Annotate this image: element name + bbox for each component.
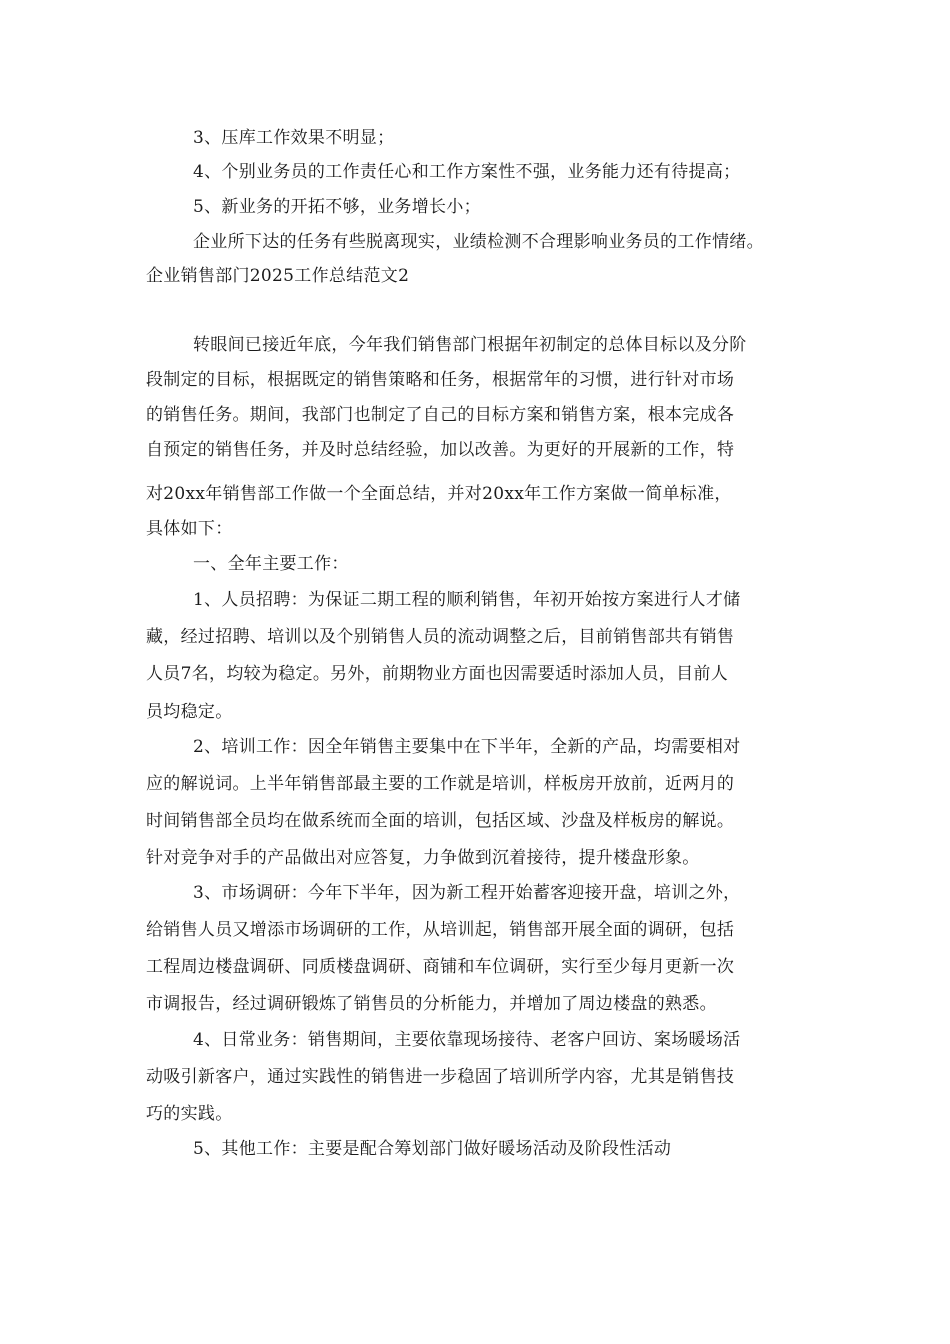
paragraph-line: 4、日常业务：销售期间，主要依靠现场接待、老客户回访、案场暖场活 <box>193 1030 741 1050</box>
intro-line: 具体如下： <box>146 519 233 539</box>
intro-line: 的销售任务。期间，我部门也制定了自己的目标方案和销售方案，根本完成各 <box>146 405 735 425</box>
paragraph-line: 工程周边楼盘调研、同质楼盘调研、商铺和车位调研，实行至少每月更新一次 <box>146 957 735 977</box>
paragraph-line: 2、培训工作：因全年销售主要集中在下半年，全新的产品，均需要相对 <box>193 737 741 757</box>
paragraph-line: 员均稳定。 <box>146 702 233 722</box>
section-title: 企业销售部门2025工作总结范文2 <box>146 266 410 286</box>
intro-line: 自预定的销售任务，并及时总结经验，加以改善。为更好的开展新的工作，特 <box>146 440 735 460</box>
list-item: 3、压库工作效果不明显； <box>193 128 395 148</box>
paragraph-line: 1、人员招聘：为保证二期工程的顺利销售，年初开始按方案进行人才储 <box>193 590 741 610</box>
paragraph-line: 市调报告，经过调研锻炼了销售员的分析能力，并增加了周边楼盘的熟悉。 <box>146 994 717 1014</box>
paragraph-line: 5、其他工作：主要是配合筹划部门做好暖场活动及阶段性活动 <box>193 1139 672 1159</box>
intro-line: 转眼间已接近年底，今年我们销售部门根据年初制定的总体目标以及分阶 <box>193 335 747 355</box>
list-item: 5、新业务的开拓不够，业务增长小； <box>193 197 481 217</box>
intro-line: 对20xx年销售部工作做一个全面总结，并对20xx年工作方案做一简单标准， <box>146 484 732 504</box>
paragraph-line: 3、市场调研：今年下半年，因为新工程开始蓄客迎接开盘，培训之外， <box>193 883 741 903</box>
paragraph-line: 巧的实践。 <box>146 1104 233 1124</box>
paragraph-line: 动吸引新客户，通过实践性的销售进一步稳固了培训所学内容，尤其是销售技 <box>146 1067 735 1087</box>
paragraph-line: 给销售人员又增添市场调研的工作，从培训起，销售部开展全面的调研，包括 <box>146 920 735 940</box>
paragraph-line: 时间销售部全员均在做系统而全面的培训，包括区域、沙盘及样板房的解说。 <box>146 811 735 831</box>
paragraph-line: 藏，经过招聘、培训以及个别销售人员的流动调整之后，目前销售部共有销售 <box>146 627 735 647</box>
paragraph-line: 人员7名，均较为稳定。另外，前期物业方面也因需要适时添加人员，目前人 <box>146 664 729 684</box>
intro-line: 段制定的目标，根据既定的销售策略和任务，根据常年的习惯，进行针对市场 <box>146 370 735 390</box>
heading-1: 一、全年主要工作： <box>193 554 349 574</box>
summary-line: 企业所下达的任务有些脱离现实，业绩检测不合理影响业务员的工作情绪。 <box>193 232 764 252</box>
list-item: 4、个别业务员的工作责任心和工作方案性不强，业务能力还有待提高； <box>193 162 741 182</box>
paragraph-line: 针对竞争对手的产品做出对应答复，力争做到沉着接待，提升楼盘形象。 <box>146 848 700 868</box>
paragraph-line: 应的解说词。上半年销售部最主要的工作就是培训，样板房开放前，近两月的 <box>146 774 735 794</box>
